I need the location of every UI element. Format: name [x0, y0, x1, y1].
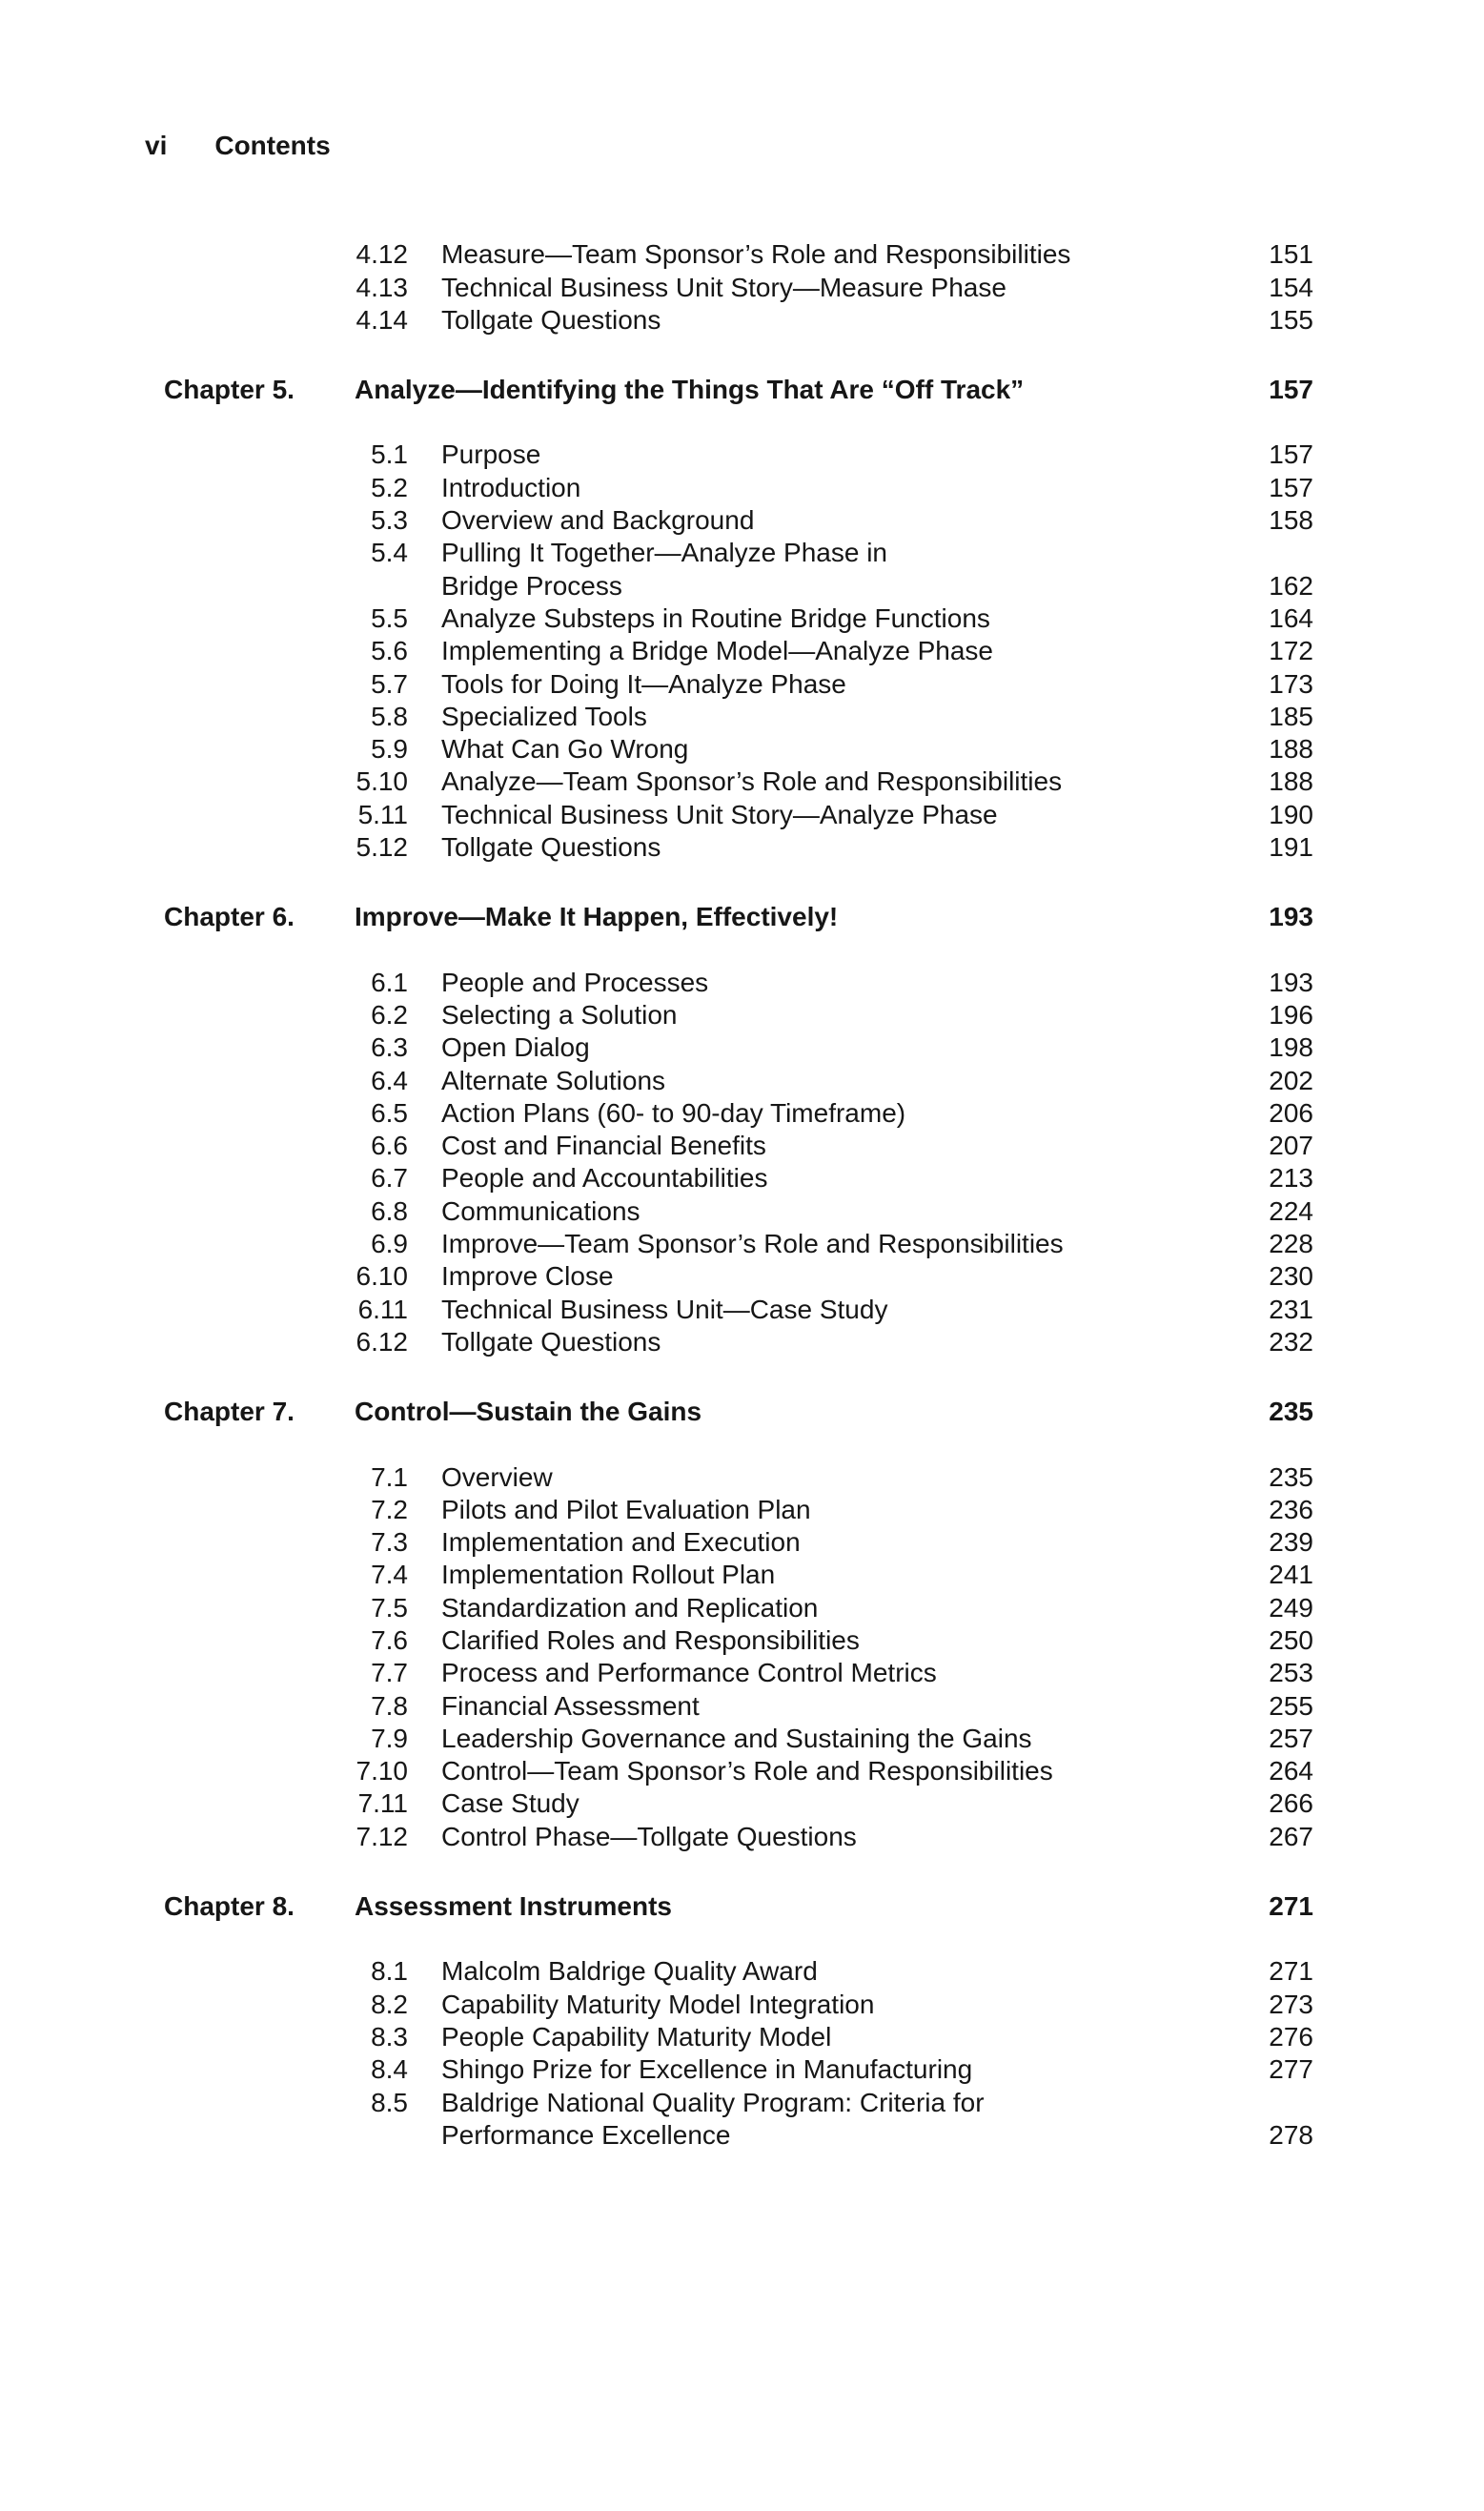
section-title-line: Action Plans (60- to 90-day Timeframe) — [441, 1097, 906, 1128]
section-page-number: 267 — [1269, 1821, 1313, 1851]
section-page-number: 250 — [1269, 1624, 1313, 1655]
section-page-number: 173 — [1269, 668, 1313, 699]
section-title-line: Malcolm Baldrige Quality Award — [441, 1956, 818, 1987]
section-number: 6.12 — [356, 1326, 408, 1357]
toc-entry — [145, 1294, 1313, 1326]
section-title — [441, 2087, 1250, 2153]
chapter-heading — [145, 374, 1313, 406]
section-title — [441, 1955, 1250, 1988]
section-title — [441, 1294, 1250, 1326]
section-title — [441, 733, 1250, 766]
toc-entry — [145, 537, 1313, 602]
running-header-title: Contents — [214, 131, 331, 160]
section-title-line: Tollgate Questions — [441, 1326, 661, 1357]
section-title — [441, 1260, 1250, 1293]
section-page-number: 202 — [1269, 1065, 1313, 1095]
toc-entry — [145, 1690, 1313, 1723]
section-title-line: Leadership Governance and Sustaining the Gains — [441, 1723, 1032, 1753]
section-number: 4.13 — [356, 272, 408, 302]
section-number: 5.3 — [371, 505, 408, 536]
section-title-line: What Can Go Wrong — [441, 734, 689, 765]
section-page-number: 158 — [1269, 505, 1313, 536]
toc-entry — [145, 504, 1313, 537]
section-title — [441, 1989, 1250, 2021]
section-number: 5.9 — [371, 734, 408, 765]
section-title-line: Alternate Solutions — [441, 1065, 666, 1095]
toc-entry — [145, 439, 1313, 471]
section-page-number: 154 — [1269, 272, 1313, 302]
toc-entry — [145, 1787, 1313, 1820]
section-title — [441, 1130, 1250, 1162]
section-number: 6.5 — [371, 1097, 408, 1128]
section-title-line: Specialized Tools — [441, 701, 647, 731]
section-title — [441, 1494, 1250, 1526]
toc-entry — [145, 1097, 1313, 1130]
toc-entry — [145, 1592, 1313, 1624]
chapter-label: Chapter 5. — [164, 375, 295, 405]
section-number: 4.12 — [356, 239, 408, 270]
section-page-number: 255 — [1269, 1690, 1313, 1721]
section-page-number: 232 — [1269, 1326, 1313, 1357]
section-title — [441, 999, 1250, 1031]
section-title-line: Overview and Background — [441, 505, 755, 536]
section-title — [441, 701, 1250, 733]
section-page-number: 155 — [1269, 304, 1313, 335]
section-number: 6.7 — [371, 1163, 408, 1194]
toc-entry — [145, 602, 1313, 635]
section-title-line: Improve—Team Sponsor’s Role and Responsibilities — [441, 1229, 1064, 1259]
toc-entry — [145, 1955, 1313, 1988]
section-title-line: Pilots and Pilot Evaluation Plan — [441, 1494, 811, 1524]
section-page-number: 230 — [1269, 1261, 1313, 1292]
toc-entry — [145, 1326, 1313, 1358]
section-title — [441, 799, 1250, 831]
section-number: 7.4 — [371, 1560, 408, 1590]
section-number: 6.2 — [371, 999, 408, 1030]
toc-entry — [145, 2087, 1313, 2153]
section-title — [441, 1065, 1250, 1097]
section-page-number: 207 — [1269, 1131, 1313, 1161]
section-page-number: 273 — [1269, 1989, 1313, 2019]
toc-entry — [145, 766, 1313, 798]
section-title — [441, 304, 1250, 337]
section-title — [441, 439, 1250, 471]
chapter-heading — [145, 901, 1313, 933]
section-title-line: Tollgate Questions — [441, 832, 661, 863]
section-page-number: 213 — [1269, 1163, 1313, 1194]
section-number: 7.6 — [371, 1624, 408, 1655]
section-page-number: 276 — [1269, 2021, 1313, 2052]
section-page-number: 253 — [1269, 1658, 1313, 1688]
toc-entry — [145, 701, 1313, 733]
toc-entry — [145, 1526, 1313, 1559]
section-number: 6.3 — [371, 1032, 408, 1063]
section-title-line: Implementation and Execution — [441, 1527, 801, 1558]
section-title — [441, 1195, 1250, 1228]
section-title — [441, 1690, 1250, 1723]
section-title-line: Tools for Doing It—Analyze Phase — [441, 668, 846, 699]
toc-entry — [145, 272, 1313, 304]
section-page-number: 249 — [1269, 1592, 1313, 1623]
section-title — [441, 504, 1250, 537]
section-page-number: 278 — [1269, 2119, 1313, 2150]
section-title — [441, 1526, 1250, 1559]
section-title-line: Financial Assessment — [441, 1690, 700, 1721]
toc-entry — [145, 1130, 1313, 1162]
section-title-line: Clarified Roles and Responsibilities — [441, 1624, 860, 1655]
section-page-number: 206 — [1269, 1097, 1313, 1128]
section-title — [441, 1821, 1250, 1853]
section-number: 6.8 — [371, 1195, 408, 1226]
section-page-number: 231 — [1269, 1294, 1313, 1324]
section-title — [441, 1326, 1250, 1358]
section-number: 6.4 — [371, 1065, 408, 1095]
section-page-number: 162 — [1269, 570, 1313, 601]
chapter-title: Improve—Make It Happen, Effectively! — [355, 902, 839, 932]
section-title-line: Measure—Team Sponsor’s Role and Responsibilities — [441, 239, 1071, 270]
section-number: 7.1 — [371, 1461, 408, 1492]
section-number: 5.5 — [371, 602, 408, 633]
section-title-line: Baldrige National Quality Program: Criteria for — [441, 2087, 985, 2117]
section-title — [441, 2053, 1250, 2086]
section-title-line: Shingo Prize for Excellence in Manufacturing — [441, 2054, 973, 2085]
section-number: 8.4 — [371, 2054, 408, 2085]
section-title-line: Control Phase—Tollgate Questions — [441, 1821, 857, 1851]
section-title-line: Bridge Process — [441, 570, 622, 601]
toc-entry — [145, 2053, 1313, 2086]
toc-entry — [145, 668, 1313, 701]
toc-entry — [145, 967, 1313, 999]
section-number: 7.8 — [371, 1690, 408, 1721]
section-title-line: Technical Business Unit Story—Measure Phase — [441, 272, 1006, 302]
section-number: 6.6 — [371, 1131, 408, 1161]
section-page-number: 185 — [1269, 701, 1313, 731]
section-number: 5.6 — [371, 636, 408, 666]
toc-entry — [145, 1494, 1313, 1526]
section-number: 5.4 — [371, 538, 408, 568]
section-number: 5.10 — [356, 766, 408, 797]
section-title-line: Process and Performance Control Metrics — [441, 1658, 937, 1688]
section-page-number: 257 — [1269, 1723, 1313, 1753]
section-number: 5.12 — [356, 832, 408, 863]
section-page-number: 191 — [1269, 832, 1313, 863]
section-title-line: Analyze Substeps in Routine Bridge Functions — [441, 602, 990, 633]
toc-entry — [145, 1723, 1313, 1755]
chapter-heading — [145, 1396, 1313, 1428]
section-title-line: Open Dialog — [441, 1032, 590, 1063]
section-number: 7.12 — [356, 1821, 408, 1851]
section-number: 8.1 — [371, 1956, 408, 1987]
toc-entry — [145, 1031, 1313, 1064]
section-number: 7.5 — [371, 1592, 408, 1623]
section-page-number: 271 — [1269, 1956, 1313, 1987]
toc-entry — [145, 635, 1313, 667]
section-title — [441, 1787, 1250, 1820]
section-page-number: 157 — [1269, 439, 1313, 470]
section-title — [441, 967, 1250, 999]
section-page-number: 239 — [1269, 1527, 1313, 1558]
toc-entry — [145, 1624, 1313, 1657]
section-number: 7.10 — [356, 1756, 408, 1786]
section-page-number: 264 — [1269, 1756, 1313, 1786]
toc-entry — [145, 1989, 1313, 2021]
section-title-line: Purpose — [441, 439, 541, 470]
section-title — [441, 668, 1250, 701]
section-title-line: Overview — [441, 1461, 553, 1492]
section-page-number: 164 — [1269, 602, 1313, 633]
section-title — [441, 602, 1250, 635]
section-page-number: 241 — [1269, 1560, 1313, 1590]
section-page-number: 190 — [1269, 799, 1313, 829]
section-number: 5.8 — [371, 701, 408, 731]
section-number: 4.14 — [356, 304, 408, 335]
toc-entry — [145, 472, 1313, 504]
section-title — [441, 1723, 1250, 1755]
section-title-line: People and Processes — [441, 967, 709, 997]
section-page-number: 277 — [1269, 2054, 1313, 2085]
section-title-line: Pulling It Together—Analyze Phase in — [441, 538, 887, 568]
section-title — [441, 1624, 1250, 1657]
section-number: 7.7 — [371, 1658, 408, 1688]
section-title — [441, 2021, 1250, 2053]
page-number-folio: vi — [145, 131, 168, 160]
section-title — [441, 766, 1250, 798]
toc-entry — [145, 1260, 1313, 1293]
chapter-label: Chapter 8. — [164, 1891, 295, 1922]
toc-entry — [145, 1461, 1313, 1494]
section-title-line: Technical Business Unit—Case Study — [441, 1294, 888, 1324]
section-title — [441, 635, 1250, 667]
section-title-line: Selecting a Solution — [441, 999, 678, 1030]
section-title-line: Analyze—Team Sponsor’s Role and Responsibilities — [441, 766, 1063, 797]
section-title-line: Tollgate Questions — [441, 304, 661, 335]
chapter-page-number: 271 — [1269, 1891, 1313, 1922]
section-page-number: 236 — [1269, 1494, 1313, 1524]
section-title-line: People and Accountabilities — [441, 1163, 768, 1194]
section-title-line: Case Study — [441, 1788, 579, 1819]
section-page-number: 193 — [1269, 967, 1313, 997]
section-title — [441, 537, 1250, 602]
chapter-title: Control—Sustain the Gains — [355, 1397, 702, 1427]
section-page-number: 224 — [1269, 1195, 1313, 1226]
section-page-number: 266 — [1269, 1788, 1313, 1819]
section-title-line: People Capability Maturity Model — [441, 2021, 832, 2052]
section-number: 7.9 — [371, 1723, 408, 1753]
section-number: 7.11 — [357, 1788, 408, 1819]
section-title-line: Implementing a Bridge Model—Analyze Phase — [441, 636, 993, 666]
table-of-contents — [145, 238, 1313, 2152]
section-number: 8.3 — [371, 2021, 408, 2052]
section-number: 7.3 — [371, 1527, 408, 1558]
section-title — [441, 1162, 1250, 1194]
toc-entry — [145, 1755, 1313, 1787]
toc-entry — [145, 1162, 1313, 1194]
section-number: 8.2 — [371, 1989, 408, 2019]
section-title-line: Communications — [441, 1195, 640, 1226]
toc-entry — [145, 304, 1313, 337]
section-page-number: 188 — [1269, 734, 1313, 765]
section-number: 6.10 — [356, 1261, 408, 1292]
chapter-page-number: 193 — [1269, 902, 1313, 932]
section-title — [441, 1031, 1250, 1064]
toc-entry — [145, 238, 1313, 271]
section-title — [441, 238, 1250, 271]
section-number: 6.11 — [357, 1294, 408, 1324]
toc-entry — [145, 999, 1313, 1031]
chapter-label: Chapter 7. — [164, 1397, 295, 1427]
toc-entry — [145, 1657, 1313, 1689]
section-title — [441, 831, 1250, 864]
toc-entry — [145, 1821, 1313, 1853]
section-number: 5.7 — [371, 668, 408, 699]
section-title-line: Performance Excellence — [441, 2119, 731, 2150]
page-header — [145, 130, 1313, 162]
section-number: 8.5 — [371, 2087, 408, 2117]
chapter-page-number: 157 — [1269, 375, 1313, 405]
section-title — [441, 1657, 1250, 1689]
chapter-page-number: 235 — [1269, 1397, 1313, 1427]
chapter-title: Analyze—Identifying the Things That Are “Off Track” — [355, 375, 1025, 405]
section-title-line: Control—Team Sponsor’s Role and Responsibilities — [441, 1756, 1053, 1786]
toc-entry — [145, 2021, 1313, 2053]
section-title — [441, 1461, 1250, 1494]
section-number: 6.9 — [371, 1229, 408, 1259]
section-page-number: 172 — [1269, 636, 1313, 666]
section-number: 5.2 — [371, 472, 408, 502]
section-title-line: Capability Maturity Model Integration — [441, 1989, 875, 2019]
chapter-title: Assessment Instruments — [355, 1891, 673, 1922]
section-number: 5.1 — [371, 439, 408, 470]
section-title-line: Introduction — [441, 472, 581, 502]
section-title — [441, 1559, 1250, 1591]
section-title — [441, 272, 1250, 304]
toc-entry — [145, 1228, 1313, 1260]
section-number: 7.2 — [371, 1494, 408, 1524]
chapter-label: Chapter 6. — [164, 902, 295, 932]
toc-entry — [145, 1065, 1313, 1097]
section-page-number: 235 — [1269, 1461, 1313, 1492]
toc-entry — [145, 799, 1313, 831]
toc-entry — [145, 1559, 1313, 1591]
section-title-line: Technical Business Unit Story—Analyze Phase — [441, 799, 998, 829]
section-title — [441, 1097, 1250, 1130]
section-title-line: Standardization and Replication — [441, 1592, 819, 1623]
section-page-number: 198 — [1269, 1032, 1313, 1063]
section-title — [441, 1755, 1250, 1787]
section-title-line: Improve Close — [441, 1261, 614, 1292]
section-page-number: 157 — [1269, 472, 1313, 502]
section-title — [441, 1592, 1250, 1624]
section-title — [441, 472, 1250, 504]
section-title — [441, 1228, 1250, 1260]
section-page-number: 196 — [1269, 999, 1313, 1030]
chapter-heading — [145, 1890, 1313, 1923]
section-number: 6.1 — [371, 967, 408, 997]
toc-entry — [145, 733, 1313, 766]
section-number: 5.11 — [357, 799, 408, 829]
toc-entry — [145, 831, 1313, 864]
section-title-line: Implementation Rollout Plan — [441, 1560, 776, 1590]
toc-entry — [145, 1195, 1313, 1228]
section-page-number: 228 — [1269, 1229, 1313, 1259]
section-page-number: 151 — [1269, 239, 1313, 270]
section-page-number: 188 — [1269, 766, 1313, 797]
section-title-line: Cost and Financial Benefits — [441, 1131, 766, 1161]
